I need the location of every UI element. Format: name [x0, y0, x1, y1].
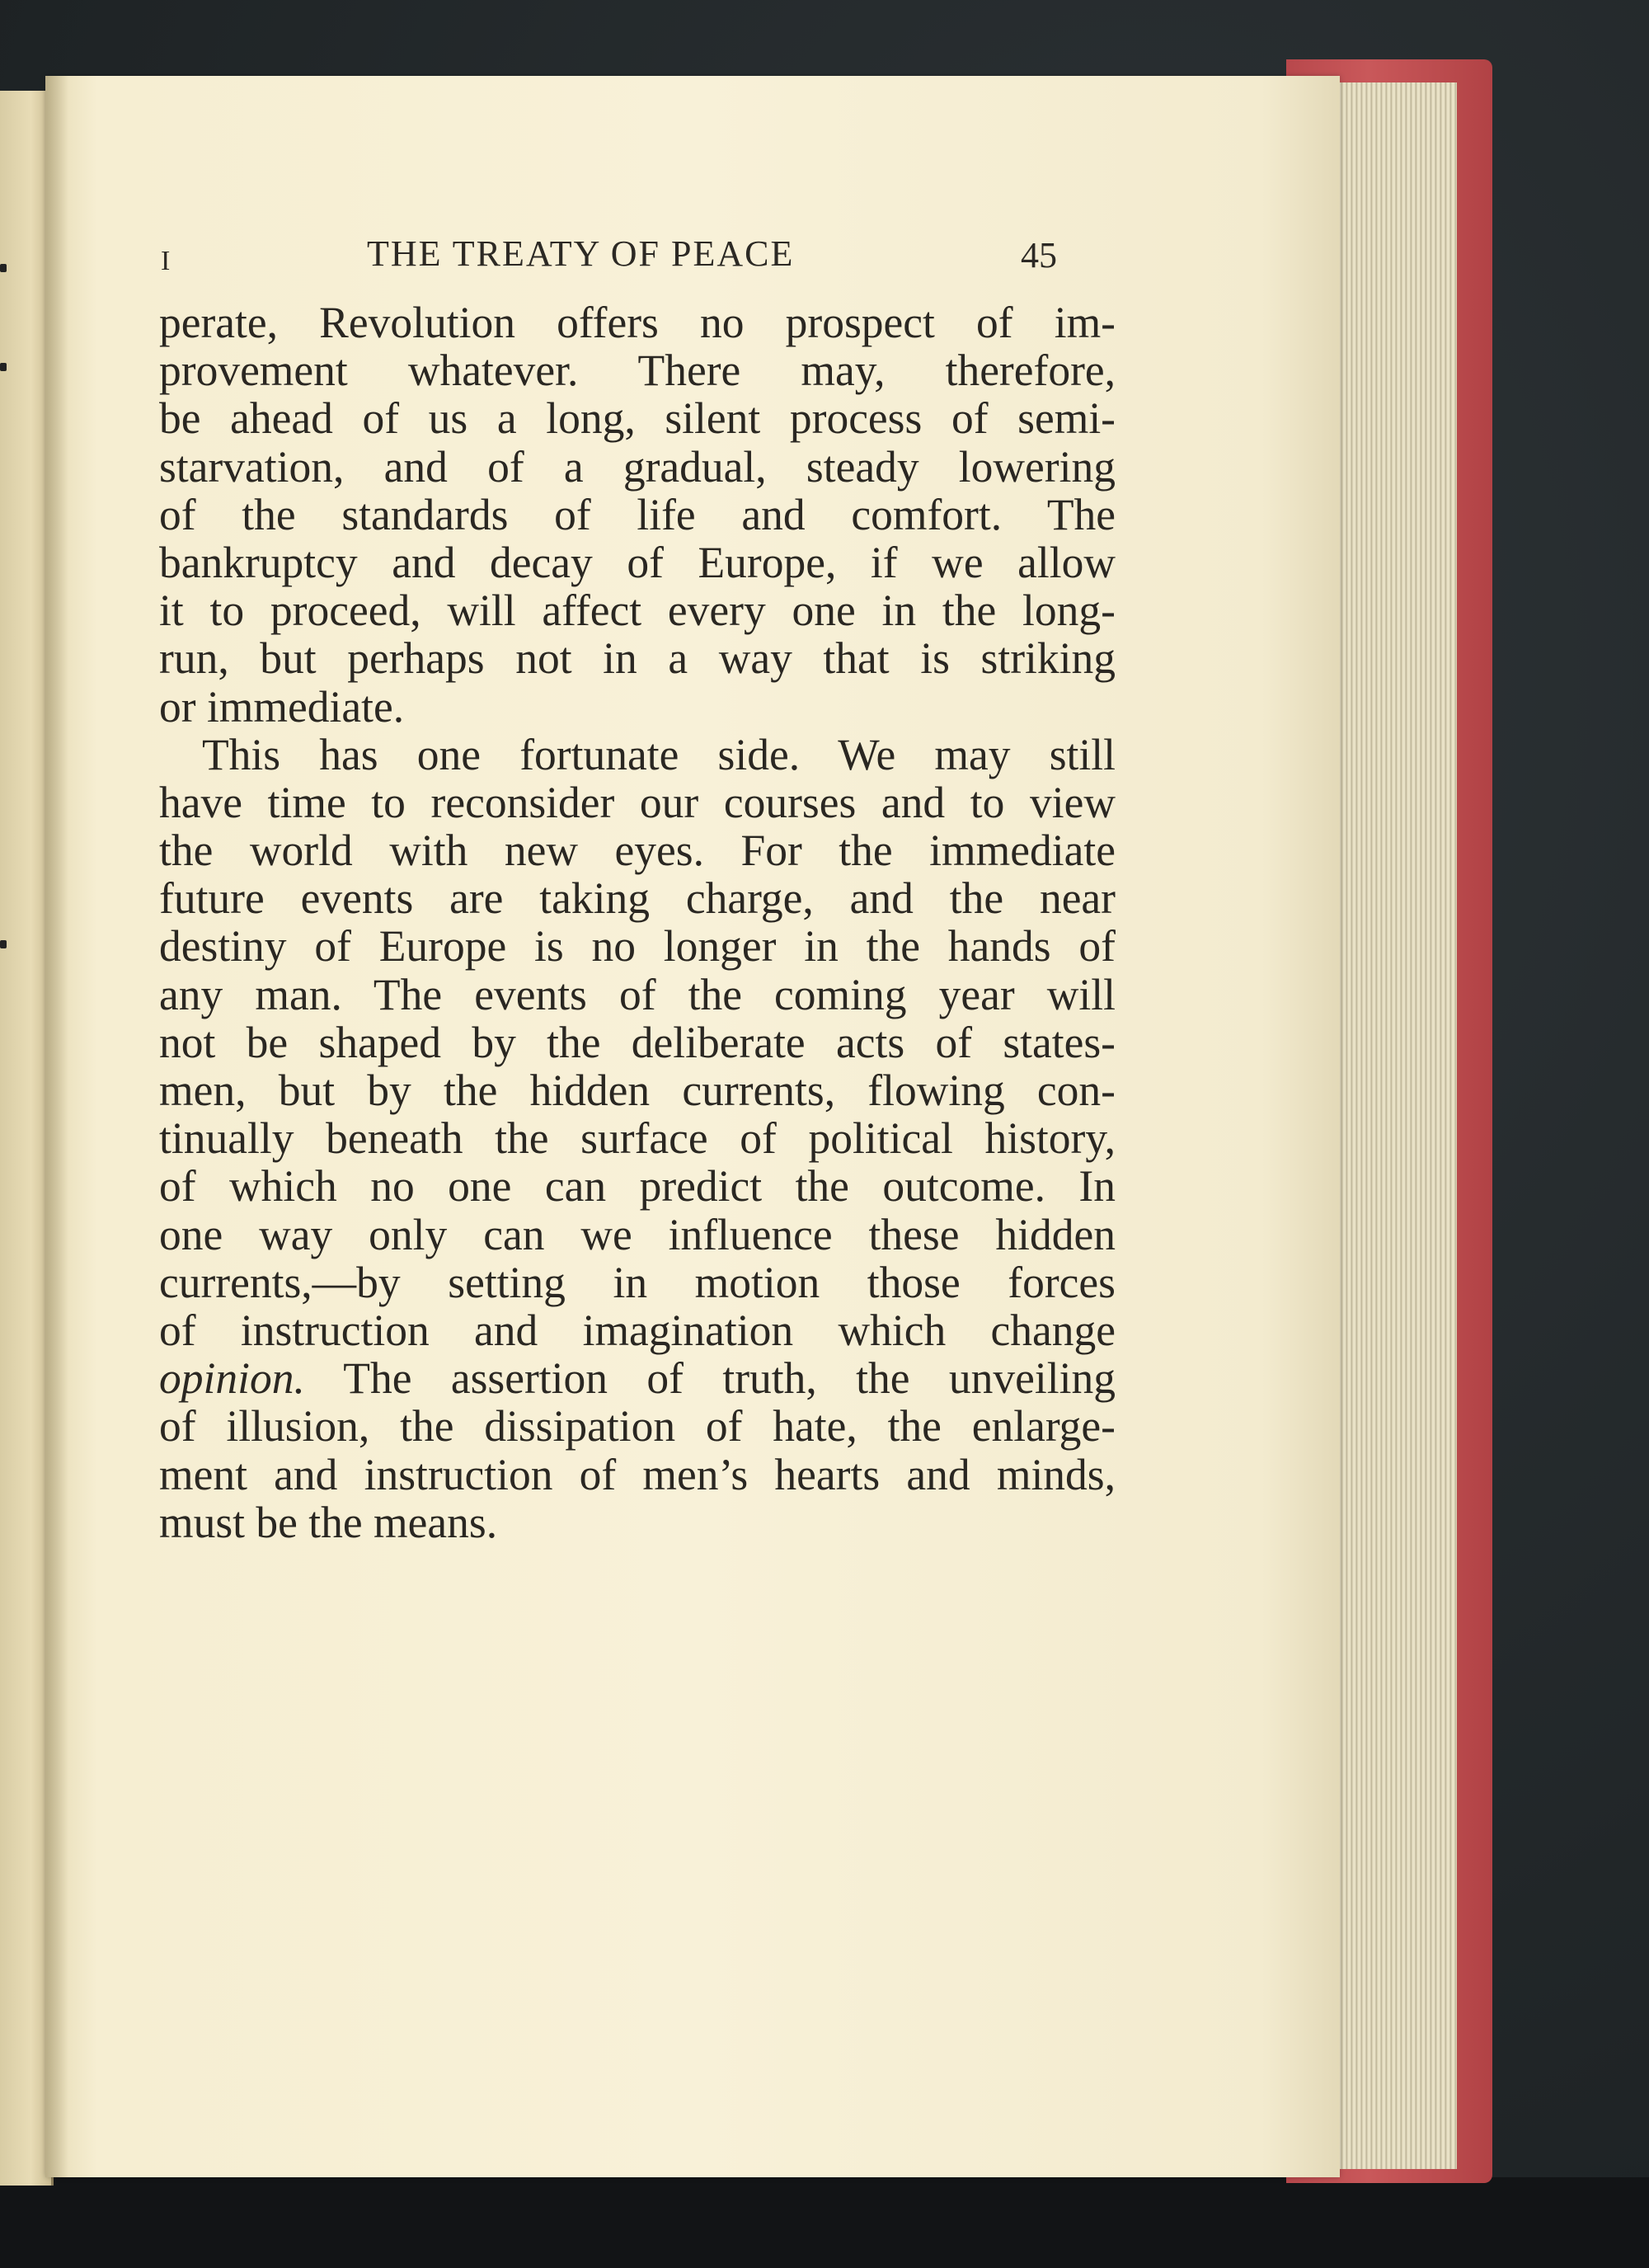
text-line: This has one fortunate side. We may still: [202, 729, 1116, 779]
text-line: future events are taking charge, and the near: [159, 873, 1116, 924]
text-line: run, but perhaps not in a way that is striking: [159, 633, 1116, 684]
text-line: one way only can we influence these hidden: [159, 1209, 1116, 1259]
text-line: the world with new eyes. For the immediate: [159, 826, 1116, 876]
page-gutter: [45, 76, 68, 2177]
text-line: any man. The events of the coming year will: [159, 969, 1116, 1019]
text-line: provement whatever. There may, therefore,: [159, 346, 1116, 396]
page-edges: [1332, 82, 1457, 2169]
text-line: destiny of Europe is no longer in the hands of: [159, 921, 1116, 972]
text-line: starvation, and of a gradual, steady lowering: [159, 441, 1116, 492]
text-line: of illusion, the dissipation of hate, the enlarge-: [159, 1401, 1116, 1452]
text-line: have time to reconsider our courses and to view: [159, 777, 1116, 827]
text-line: be ahead of us a long, silent process of semi-: [159, 393, 1116, 444]
page-number: 45: [1021, 235, 1057, 275]
text-line: of which no one can predict the outcome. In: [159, 1161, 1116, 1212]
text-line: must be the means.: [159, 1497, 498, 1547]
text-line: men, but by the hidden currents, flowing con-: [159, 1066, 1116, 1115]
text-line: of the standards of life and comfort. The: [159, 489, 1116, 539]
chapter-number: I: [161, 246, 171, 276]
italic-word: opinion.: [159, 1353, 305, 1404]
running-title: THE TREATY OF PEACE: [367, 233, 795, 274]
text-line: ment and instruction of men’s hearts and minds,: [159, 1449, 1116, 1499]
text-line: bankruptcy and decay of Europe, if we allow: [159, 537, 1116, 587]
running-head: [45, 233, 1340, 282]
text-line: currents,—by setting in motion those forces: [159, 1257, 1116, 1307]
text-line: tinually beneath the surface of political history,: [159, 1113, 1116, 1164]
text-line: or immediate.: [159, 681, 405, 732]
table-shadow: [0, 2177, 1649, 2268]
paragraph-2: [159, 731, 1116, 1546]
body-text: [159, 299, 1116, 1546]
text-line: it to proceed, will affect every one in the long-: [159, 586, 1116, 636]
text-line: of instruction and imagination which change: [159, 1305, 1116, 1355]
book-page: [45, 76, 1340, 2177]
text-line: [159, 1354, 1116, 1402]
text-line: not be shaped by the deliberate acts of states-: [159, 1017, 1116, 1067]
paragraph-1: [159, 299, 1116, 731]
text-line-rest: The assertion of truth, the unveiling: [304, 1353, 1116, 1404]
text-line: perate, Revolution offers no prospect of im-: [159, 298, 1116, 347]
left-page-marks: [0, 91, 8, 2186]
